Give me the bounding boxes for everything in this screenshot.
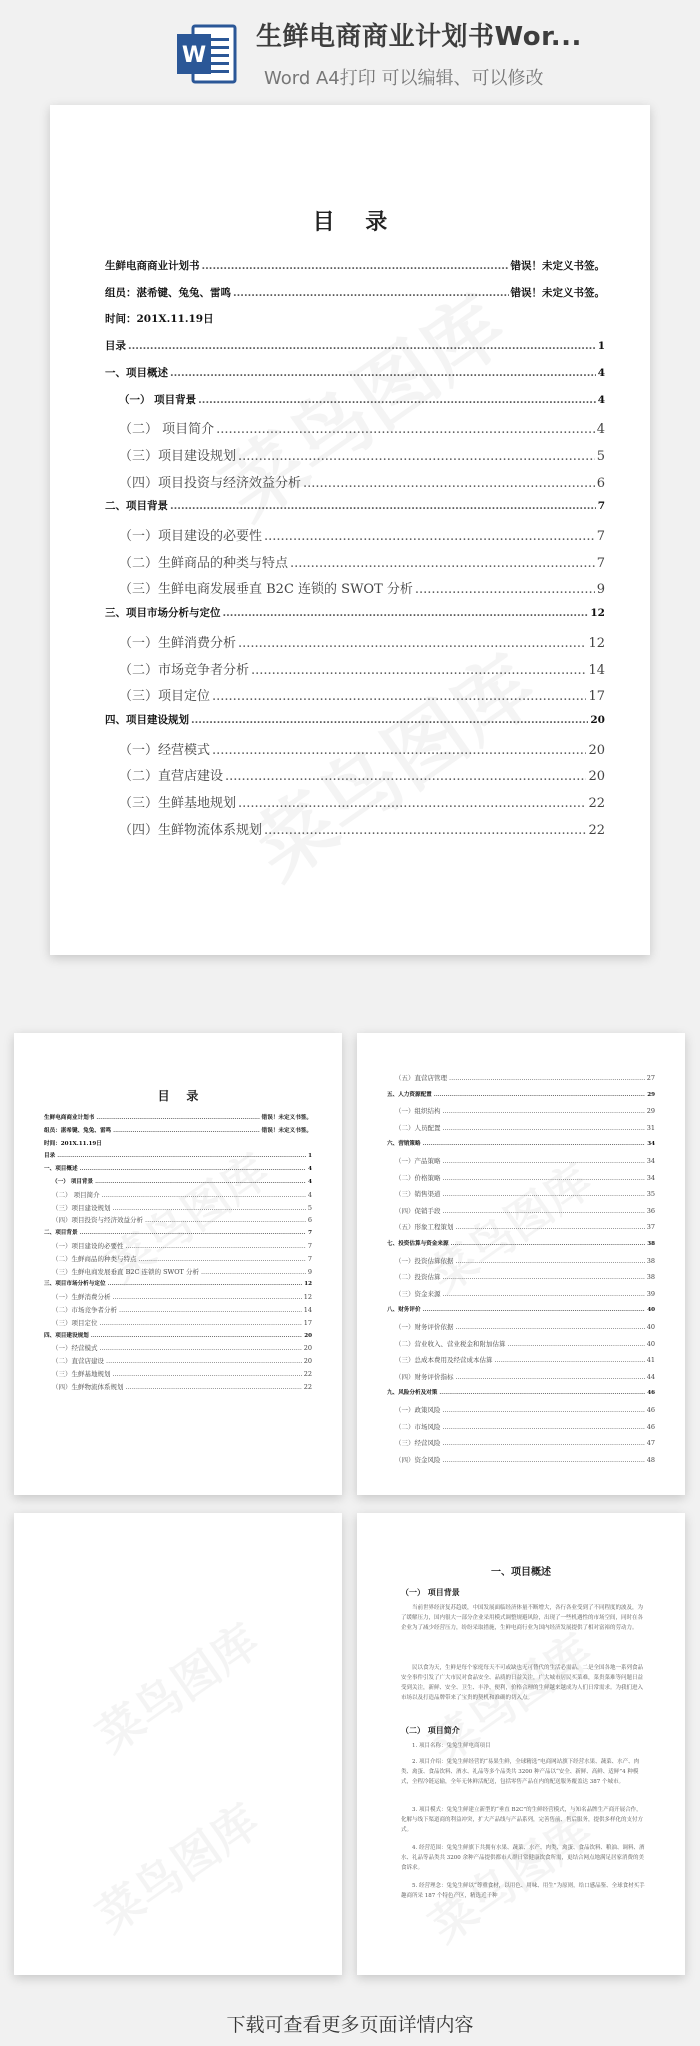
toc-leader-dots <box>238 636 586 651</box>
toc-entry <box>395 1206 655 1215</box>
toc-entry <box>395 1405 655 1414</box>
toc-leader-dots <box>451 1241 646 1247</box>
toc-entry-label: （三）项目定位 <box>52 1318 98 1327</box>
toc-page-number: 错误！未定义书签。 <box>261 1127 312 1134</box>
toc-entry-label: （三）生鲜基地规划 <box>119 796 237 811</box>
toc-entry-label: （二） 项目简介 <box>119 422 215 438</box>
toc-entry-label: （四）生鲜物流体系规划 <box>119 822 263 838</box>
toc-page-number: 4 <box>597 393 605 406</box>
toc-entry <box>395 1156 655 1165</box>
header <box>0 0 700 100</box>
toc-page-number: 5 <box>307 1203 312 1212</box>
toc-entry-label: （一）产品策略 <box>395 1157 441 1165</box>
toc-page-number: 12 <box>588 635 605 651</box>
toc-page-number: 34 <box>646 1157 655 1165</box>
paragraph: 1. 项目名称：兔兔生鲜电商项目 <box>412 1743 491 1749</box>
toc-leader-dots <box>191 714 588 726</box>
toc-leader-dots <box>303 476 595 491</box>
toc-entry <box>119 792 605 811</box>
toc-leader-dots <box>113 1204 306 1212</box>
toc-page-number: 38 <box>647 1241 655 1247</box>
toc-entry <box>52 1356 312 1365</box>
toc-leader-dots <box>456 1373 645 1381</box>
toc-entry <box>52 1190 312 1199</box>
toc-entry <box>52 1369 312 1378</box>
toc-page-number: 1 <box>597 340 605 353</box>
toc-entry-label: （一）项目建设的必要性 <box>52 1242 124 1250</box>
toc-page-number: 7 <box>307 1254 312 1263</box>
toc-leader-dots <box>100 1319 302 1327</box>
toc-entry <box>44 1279 312 1287</box>
toc-leader-dots <box>113 1128 260 1134</box>
toc-entry <box>387 1305 655 1313</box>
toc-entry-label: （三）项目建设规划 <box>52 1203 111 1212</box>
toc-entry <box>119 659 605 678</box>
document-title: 生鲜电商商业计划书Wor... <box>256 22 582 52</box>
toc-leader-dots <box>290 556 595 571</box>
toc-entry <box>44 1151 312 1159</box>
toc-page-number: 9 <box>307 1267 312 1276</box>
toc-entry <box>387 1239 655 1247</box>
toc-leader-dots <box>443 1273 645 1281</box>
toc-entry <box>119 472 605 491</box>
toc-entry-label: 一、项目概述 <box>105 366 168 379</box>
toc-entry-label: （二）市场竞争者分析 <box>119 662 250 678</box>
toc-entry <box>52 1343 312 1352</box>
toc-leader-dots <box>216 422 595 437</box>
toc-page-number: 4 <box>596 422 605 438</box>
toc-leader-dots <box>223 607 589 619</box>
toc-leader-dots <box>443 1207 645 1215</box>
toc-leader-dots <box>456 1323 645 1331</box>
toc-entry-label: 四、项目建设规划 <box>44 1332 89 1339</box>
toc-page-number: 38 <box>646 1273 655 1282</box>
toc-entry <box>52 1382 312 1391</box>
toc-page-number: 39 <box>646 1289 655 1298</box>
toc-leader-dots <box>80 1230 307 1236</box>
toc-entry-label: （二）生鲜商品的种类与特点 <box>119 555 289 571</box>
toc-page-number: 40 <box>646 1339 655 1348</box>
toc-leader-dots <box>113 1293 302 1301</box>
toc-page-number: 22 <box>588 822 605 838</box>
toc-leader-dots <box>139 1255 306 1263</box>
toc-leader-dots <box>113 1370 302 1378</box>
toc-page-number: 40 <box>646 1323 655 1331</box>
toc-page-number: 20 <box>590 713 605 726</box>
toc-entry-label: （一）生鲜消费分析 <box>52 1293 111 1302</box>
toc-page-number: 1 <box>308 1153 312 1160</box>
toc-entry-label: 七、投资估算与资金来源 <box>387 1241 449 1247</box>
toc-leader-dots <box>91 1333 302 1339</box>
toc-entry-label: （四）生鲜物流体系规划 <box>52 1382 124 1391</box>
toc-leader-dots <box>80 1166 307 1172</box>
toc-entry-label: （三）生鲜基地规划 <box>52 1370 111 1378</box>
toc-page-number: 9 <box>596 582 605 598</box>
toc-leader-dots <box>95 1179 306 1185</box>
toc-page-number: 4 <box>308 1179 312 1185</box>
toc-page-number: 7 <box>597 500 605 513</box>
toc-page-number: 6 <box>307 1216 312 1225</box>
toc-entry <box>105 338 605 353</box>
toc-leader-dots <box>434 1092 645 1098</box>
toc-page-number: 17 <box>588 689 605 705</box>
toc-page-number: 20 <box>588 742 605 758</box>
toc-page-number: 7 <box>596 529 605 544</box>
toc-entry-label: 五、人力资源配置 <box>387 1091 432 1098</box>
toc-entry <box>105 258 605 273</box>
toc-entry-label: （一）生鲜消费分析 <box>119 635 237 651</box>
toc-entry <box>52 1318 312 1327</box>
toc-entry-label: （三）项目建设规划 <box>119 448 237 464</box>
toc-entry <box>52 1305 312 1314</box>
toc-entry-label: 目录 <box>105 340 126 353</box>
word-doc-icon <box>175 22 239 86</box>
toc-entry <box>395 1438 655 1447</box>
toc-page-number: 44 <box>646 1372 655 1381</box>
toc-page-number: 20 <box>303 1344 312 1353</box>
toc-page-number: 7 <box>308 1230 312 1237</box>
toc-entry-label: 二、项目背景 <box>105 500 168 513</box>
toc-page-number: 错误！未定义书签。 <box>510 286 605 299</box>
toc-page-number: 27 <box>646 1074 655 1082</box>
toc-entry <box>395 1455 655 1464</box>
toc-entry <box>119 685 605 704</box>
section-heading: 一、项目概述 <box>491 1567 551 1578</box>
toc-entry <box>395 1422 655 1431</box>
toc-leader-dots <box>102 1191 306 1199</box>
toc-entry-label: 时间：201X.11.19日 <box>105 313 214 326</box>
toc-entry-label: （二）直营店建设 <box>52 1357 104 1366</box>
toc-page-number: 34 <box>647 1141 655 1148</box>
toc-leader-dots <box>225 769 586 784</box>
toc-entry <box>52 1241 312 1250</box>
toc-entry-label: （三）销售渠道 <box>395 1190 441 1199</box>
toc-leader-dots <box>212 689 586 704</box>
toc-page-number: 46 <box>647 1390 655 1397</box>
toc-entry <box>395 1256 655 1265</box>
toc-entry <box>105 365 605 380</box>
preview-page-3 <box>14 1513 342 1975</box>
toc-leader-dots <box>201 1268 306 1276</box>
toc-page-number: 29 <box>647 1091 655 1098</box>
toc-page-number: 20 <box>303 1357 312 1366</box>
toc-entry <box>52 1292 312 1301</box>
toc-leader-dots <box>96 1115 259 1121</box>
toc-page-number: 46 <box>646 1406 655 1414</box>
toc-page-number: 31 <box>646 1123 655 1132</box>
toc-leader-dots <box>145 1216 306 1224</box>
download-more-link[interactable]: 下载可查看更多页面详情内容 <box>226 2014 474 2036</box>
toc-entry-label: （三）资金来源 <box>395 1289 441 1298</box>
toc-page-number: 错误！未定义书签。 <box>261 1115 312 1121</box>
toc-entry-label: （四）项目投资与经济效益分析 <box>52 1216 143 1225</box>
toc-entry-label: （三）经营风险 <box>395 1439 441 1448</box>
toc-entry <box>395 1339 655 1348</box>
toc-entry <box>44 1113 312 1121</box>
toc-leader-dots <box>264 529 595 544</box>
toc-entry <box>387 1139 655 1147</box>
paragraph: 3. 项目模式：兔兔生鲜建立新型的“垂直 B2C”的生鲜经营模式，与知名品牌生产商开展合作，化解与线下渠道商的利益冲突，扩大产品线与产品系列，完善售前、售后服务，提供多样化的支付方式。 <box>401 1807 644 1833</box>
toc-leader-dots <box>443 1174 645 1182</box>
toc-entry-label: （一）组织结构 <box>395 1107 441 1116</box>
toc-entry <box>395 1289 655 1298</box>
toc-entry <box>52 1203 312 1212</box>
toc-leader-dots <box>202 260 509 272</box>
toc-entry <box>52 1267 312 1276</box>
toc-entry-label: （三）总成本费用及经营成本估算 <box>395 1356 493 1365</box>
toc-entry <box>119 525 605 544</box>
paragraph: 当前世界经济复苏趋缓，中国发展面临经济体量不断增大，各行各业受到了不同程度的波及，为了缓解压力，国内很大一部分企业采用模式调整规避风险，出现了一些机遇性的市场空间，同时在各企业为了减少经营压力，纷纷采取措施，生鲜电商行业为国内经济发展提供了相对富裕的劳动力。 <box>401 1605 644 1631</box>
toc-leader-dots <box>128 340 596 352</box>
toc-entry-label: （一）政策风险 <box>395 1406 441 1414</box>
toc-leader-dots <box>443 1423 645 1431</box>
toc-page-number: 12 <box>303 1293 312 1302</box>
toc-page-number: 14 <box>588 662 605 678</box>
toc-leader-dots <box>126 1383 302 1391</box>
toc-title: 目 录 <box>157 1089 199 1103</box>
toc-page-number: 37 <box>646 1223 655 1232</box>
subsection-heading: （一） 项目背景 <box>401 1587 460 1597</box>
toc-entry-label: （三）项目定位 <box>119 689 211 705</box>
toc-entry-label: 九、风险分析及对策 <box>387 1390 438 1397</box>
toc-entry-label: 时间：201X.11.19日 <box>44 1140 102 1147</box>
toc-entry <box>119 418 605 437</box>
toc-entry-label: （一）经营模式 <box>52 1344 98 1353</box>
toc-entry <box>105 712 605 727</box>
toc-page-number: 29 <box>646 1107 655 1116</box>
toc-leader-dots <box>508 1340 645 1348</box>
toc-entry <box>105 311 605 326</box>
toc-entry <box>105 285 605 300</box>
toc-entry <box>119 578 605 597</box>
toc-entry <box>395 1173 655 1182</box>
toc-entry <box>119 739 605 758</box>
toc-page-number: 47 <box>646 1439 655 1448</box>
toc-entry <box>52 1254 312 1263</box>
toc-entry <box>119 392 605 407</box>
toc-leader-dots <box>443 1124 645 1132</box>
toc-entry-label: （二）市场风险 <box>395 1422 441 1431</box>
toc-leader-dots <box>443 1406 645 1414</box>
toc-entry-label: 目录 <box>44 1153 56 1160</box>
toc-entry-label: 生鲜电商商业计划书 <box>105 260 200 272</box>
toc-entry-label: （二）市场竞争者分析 <box>52 1306 117 1314</box>
toc-leader-dots <box>495 1356 645 1364</box>
toc-leader-dots <box>57 1153 306 1159</box>
toc-entry <box>395 1272 655 1281</box>
toc-entry <box>44 1331 312 1339</box>
paragraph: 5. 经营理念：兔兔生鲜以“尊重食材，以用色、用味、用生”为原则，给口感品鉴、全球食材买手趣商所采 187 个特色产区，精选近千种 <box>401 1883 645 1899</box>
toc-entry <box>395 1123 655 1132</box>
toc-page-number: 14 <box>303 1306 312 1314</box>
paragraph: 民以食为天，生鲜是每个家庭每天不可或缺也无可替代的生活必需品，二是全国各地一系列食品安全事件引发了广大市民对食品安全、品质的日益关注，广大城市居民买菜难，菜贵菜难等问题日益受到关注，新鲜、安全、卫生、丰净、便利，价格合理的生鲜越来越成为人们日常需求。为我们进入市场以及打造品牌带来了宝贵的契机和准确的切入点。 <box>401 1665 644 1701</box>
toc-entry-label: 六、营销策略 <box>387 1141 421 1148</box>
toc-entry <box>119 819 605 838</box>
toc-leader-dots <box>423 1307 646 1313</box>
toc-page-number: 34 <box>646 1173 655 1182</box>
toc-entry-label: （一）经营模式 <box>119 742 211 758</box>
toc-entry-label: （二）价格策略 <box>395 1173 441 1182</box>
toc-entry <box>395 1322 655 1331</box>
toc-page-number: 38 <box>646 1256 655 1265</box>
toc-page-number: 6 <box>596 475 605 491</box>
toc-entry-label: 二、项目背景 <box>44 1230 78 1237</box>
toc-leader-dots <box>439 1390 645 1396</box>
toc-page-number: 7 <box>307 1242 312 1250</box>
toc-leader-dots <box>449 1074 645 1082</box>
toc-leader-dots <box>264 823 586 838</box>
toc-entry-label: （一）项目建设的必要性 <box>119 529 263 544</box>
toc-entry <box>44 1228 312 1236</box>
toc-leader-dots <box>170 500 596 512</box>
subsection-heading: （二） 项目简介 <box>401 1725 460 1735</box>
toc-leader-dots <box>212 743 586 758</box>
toc-entry <box>44 1164 312 1172</box>
toc-entry-label: （二）投资估算 <box>395 1273 441 1282</box>
toc-entry-label: （三）生鲜电商发展垂直 B2C 连锁的 SWOT 分析 <box>119 582 413 598</box>
toc-page-number: 41 <box>646 1356 655 1365</box>
toc-entry-label: （五）直营店管理 <box>395 1074 447 1082</box>
toc-page-number: 错误！未定义书签。 <box>510 260 605 272</box>
toc-page-number: 22 <box>303 1382 312 1391</box>
toc-entry-label: 组员：湛希键、兔兔、雷鸣 <box>105 286 231 299</box>
toc-entry <box>52 1215 312 1224</box>
toc-entry-label: （一） 项目背景 <box>119 393 197 406</box>
toc-entry <box>105 605 605 620</box>
toc-leader-dots <box>251 663 586 678</box>
toc-entry-label: 八、财务评价 <box>387 1307 421 1314</box>
toc-leader-dots <box>238 449 595 464</box>
toc-entry <box>119 445 605 464</box>
toc-leader-dots <box>233 287 509 299</box>
document-subtitle: Word A4打印 可以编辑、可以修改 <box>264 68 544 89</box>
toc-page-number: 7 <box>596 555 605 571</box>
toc-entry <box>395 1106 655 1115</box>
toc-entry <box>395 1189 655 1198</box>
paragraph: 4. 经营范围：兔兔生鲜旗下共拥有水果、蔬菜、水产、肉类、禽蛋、食品饮料、粮油、调料、酒水、礼品等品类共 3200 余种产品提供都市人群日常健康饮食所需，更结合网点地满足居家消费的美食诉求。 <box>401 1845 645 1871</box>
toc-page-number: 22 <box>588 796 605 811</box>
toc-entry-label: （二） 项目简介 <box>52 1190 100 1199</box>
toc-leader-dots <box>119 1306 302 1314</box>
toc-entry-label: （一）投资估算依据 <box>395 1256 454 1265</box>
preview-page-1 <box>14 1033 342 1495</box>
toc-entry-label: 一、项目概述 <box>44 1166 78 1173</box>
toc-entry-label: 三、项目市场分析与定位 <box>105 607 221 620</box>
toc-page-number: 22 <box>303 1370 312 1378</box>
toc-entry <box>387 1388 655 1396</box>
toc-entry-label: （一） 项目背景 <box>52 1179 94 1185</box>
watermark <box>82 1786 271 1946</box>
toc-leader-dots <box>443 1290 645 1298</box>
toc-leader-dots <box>106 1357 302 1365</box>
toc-leader-dots <box>456 1223 645 1231</box>
toc-page-number: 35 <box>646 1190 655 1199</box>
toc-leader-dots <box>443 1456 645 1464</box>
toc-leader-dots <box>170 367 596 379</box>
toc-leader-dots <box>126 1242 306 1250</box>
toc-entry-label: （四）财务评价指标 <box>395 1372 454 1381</box>
toc-page-number: 12 <box>590 607 605 620</box>
toc-leader-dots <box>423 1141 646 1147</box>
toc-leader-dots <box>415 582 595 597</box>
toc-entry-label: 生鲜电商商业计划书 <box>44 1115 95 1121</box>
toc-leader-dots <box>443 1439 645 1447</box>
toc-entry-label: （一）财务评价依据 <box>395 1323 454 1331</box>
toc-leader-dots <box>443 1190 645 1198</box>
toc-page-number: 17 <box>303 1318 312 1327</box>
toc-entry <box>119 632 605 651</box>
toc-title: 目 录 <box>312 209 388 235</box>
toc-page-number: 48 <box>646 1455 655 1464</box>
toc-entry <box>395 1372 655 1381</box>
toc-page-number: 36 <box>646 1206 655 1215</box>
toc-entry-label: （三）生鲜电商发展垂直 B2C 连锁的 SWOT 分析 <box>52 1267 199 1276</box>
toc-leader-dots <box>108 1281 303 1287</box>
toc-page-number: 20 <box>304 1332 312 1339</box>
toc-entry <box>52 1177 312 1185</box>
toc-leader-dots <box>100 1344 302 1352</box>
toc-leader-dots <box>456 1257 645 1265</box>
toc-entry <box>105 498 605 513</box>
toc-entry-label: 三、项目市场分析与定位 <box>44 1281 106 1288</box>
toc-entry <box>119 765 605 784</box>
toc-entry <box>44 1139 312 1147</box>
toc-entry <box>395 1355 655 1364</box>
toc-page-number: 46 <box>646 1422 655 1431</box>
toc-entry-label: 四、项目建设规划 <box>105 713 189 726</box>
toc-leader-dots <box>443 1157 645 1165</box>
toc-entry-label: （五）形象工程策划 <box>395 1223 454 1232</box>
toc-entry-label: （二）人员配置 <box>395 1123 441 1132</box>
toc-page-number: 4 <box>308 1166 312 1173</box>
toc-leader-dots <box>238 796 586 811</box>
toc-entry-label: （二）生鲜商品的种类与特点 <box>52 1254 137 1263</box>
toc-leader-dots <box>198 394 596 406</box>
preview-page-2 <box>357 1033 685 1495</box>
paragraph: 2. 项目介绍：兔兔生鲜经营的“易果生鲜，全球精选”电商网站旗下经营水果、蔬菜、水产、肉类、禽蛋、食品饮料、酒水、礼品等多个品类共 3200 种产品以“安全、新鲜、高鲜、适鲜”4 种模式，全程冷链运输，全年无休鲜活配送，包括零售产品在内的配送服务覆盖达 387 个城市。 <box>401 1759 640 1785</box>
toc-entry <box>387 1090 655 1098</box>
toc-leader-dots <box>443 1107 645 1115</box>
svg-text:W: W <box>181 43 207 68</box>
toc-entry <box>395 1222 655 1231</box>
watermark <box>82 1606 271 1766</box>
toc-page-number: 20 <box>588 769 605 785</box>
toc-entry <box>44 1126 312 1134</box>
toc-entry-label: （四）资金风险 <box>395 1455 441 1464</box>
toc-page-number: 5 <box>596 448 605 464</box>
toc-entry-label: 组员：湛希键、兔兔、雷鸣 <box>44 1127 112 1134</box>
toc-entry <box>395 1073 655 1082</box>
toc-entry-label: （二）营业收入、营业税金和附加估算 <box>395 1339 506 1348</box>
toc-page-number: 40 <box>647 1307 655 1314</box>
preview-page-4 <box>357 1513 685 1975</box>
preview-page-large <box>50 105 650 955</box>
toc-page-number: 4 <box>307 1190 312 1199</box>
toc-entry-label: （四）促销手段 <box>395 1206 441 1215</box>
toc-entry-label: （二）直营店建设 <box>119 769 224 785</box>
toc-entry <box>119 552 605 571</box>
toc-entry-label: （四）项目投资与经济效益分析 <box>119 475 302 491</box>
toc-page-number: 4 <box>597 366 605 379</box>
toc-page-number: 12 <box>304 1281 312 1288</box>
